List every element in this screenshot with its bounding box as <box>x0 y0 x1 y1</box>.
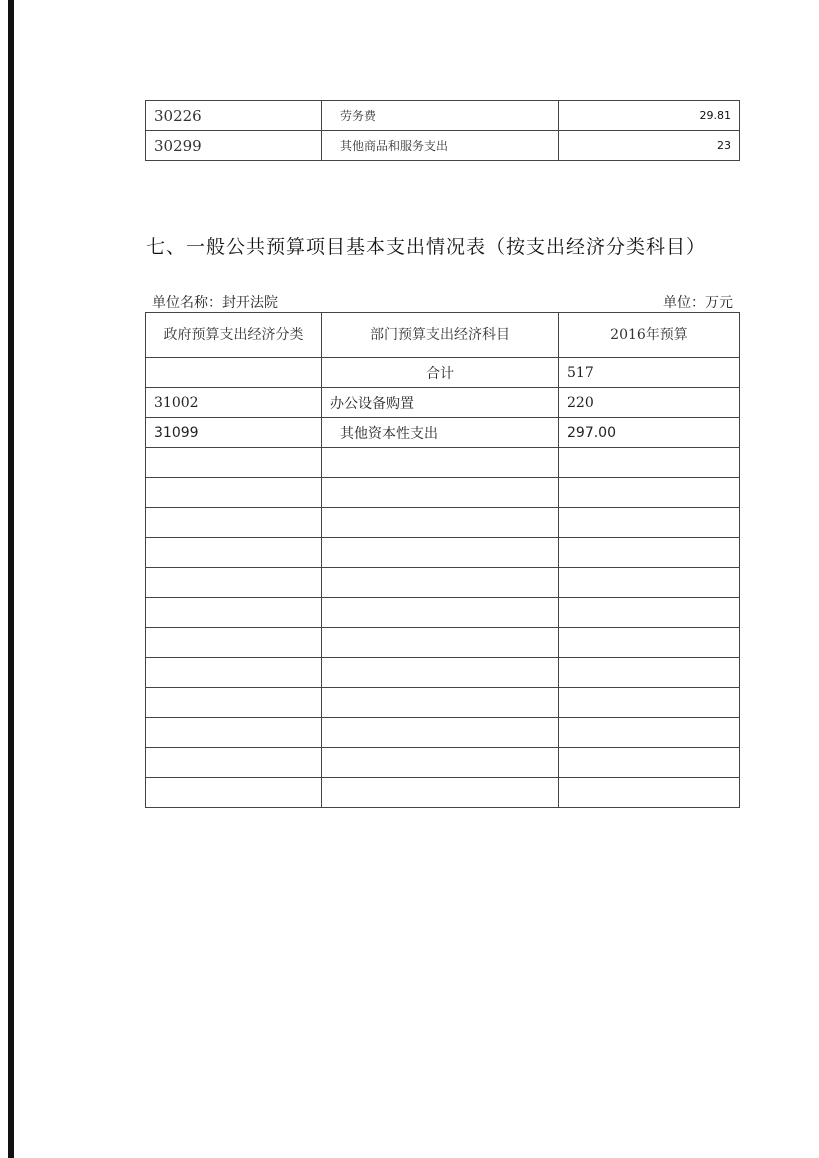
unit-name-label: 单位名称：封开法院 <box>152 295 278 311</box>
table-header-row <box>146 313 740 358</box>
empty-row <box>146 748 740 778</box>
code-cell: 31099 <box>146 418 322 448</box>
name-cell: 其他商品和服务支出 <box>322 131 559 161</box>
total-amount: 517 <box>559 358 740 388</box>
code-cell: 31002 <box>146 388 322 418</box>
amount-cell: 29.81 <box>559 101 740 131</box>
empty-row <box>146 538 740 568</box>
name-cell: 其他资本性支出 <box>322 418 559 448</box>
code-cell: 30226 <box>146 101 322 131</box>
table-row <box>146 131 740 161</box>
amount-cell: 297.00 <box>559 418 740 448</box>
unit-measure-label: 单位：万元 <box>663 295 733 311</box>
code-cell <box>146 358 322 388</box>
code-cell: 30299 <box>146 131 322 161</box>
amount-cell: 220 <box>559 388 740 418</box>
empty-row <box>146 568 740 598</box>
header-gov-class: 政府预算支出经济分类 <box>146 313 322 358</box>
name-cell: 劳务费 <box>322 101 559 131</box>
empty-row <box>146 478 740 508</box>
table-row <box>146 418 740 448</box>
total-row <box>146 358 740 388</box>
section-title: 七、一般公共预算项目基本支出情况表（按支出经济分类科目） <box>146 236 707 258</box>
prev-expense-table <box>145 100 740 161</box>
budget-table <box>145 312 740 808</box>
table-row <box>146 101 740 131</box>
binding-edge <box>8 0 14 1158</box>
table-row <box>146 388 740 418</box>
empty-row <box>146 718 740 748</box>
empty-row <box>146 628 740 658</box>
empty-row <box>146 448 740 478</box>
empty-row <box>146 658 740 688</box>
amount-cell: 23 <box>559 131 740 161</box>
empty-row <box>146 598 740 628</box>
name-cell: 办公设备购置 <box>322 388 559 418</box>
header-dept-subject: 部门预算支出经济科目 <box>322 313 559 358</box>
header-budget-2016: 2016年预算 <box>559 313 740 358</box>
empty-row <box>146 508 740 538</box>
empty-row <box>146 688 740 718</box>
empty-row <box>146 778 740 808</box>
total-label: 合计 <box>322 358 559 388</box>
